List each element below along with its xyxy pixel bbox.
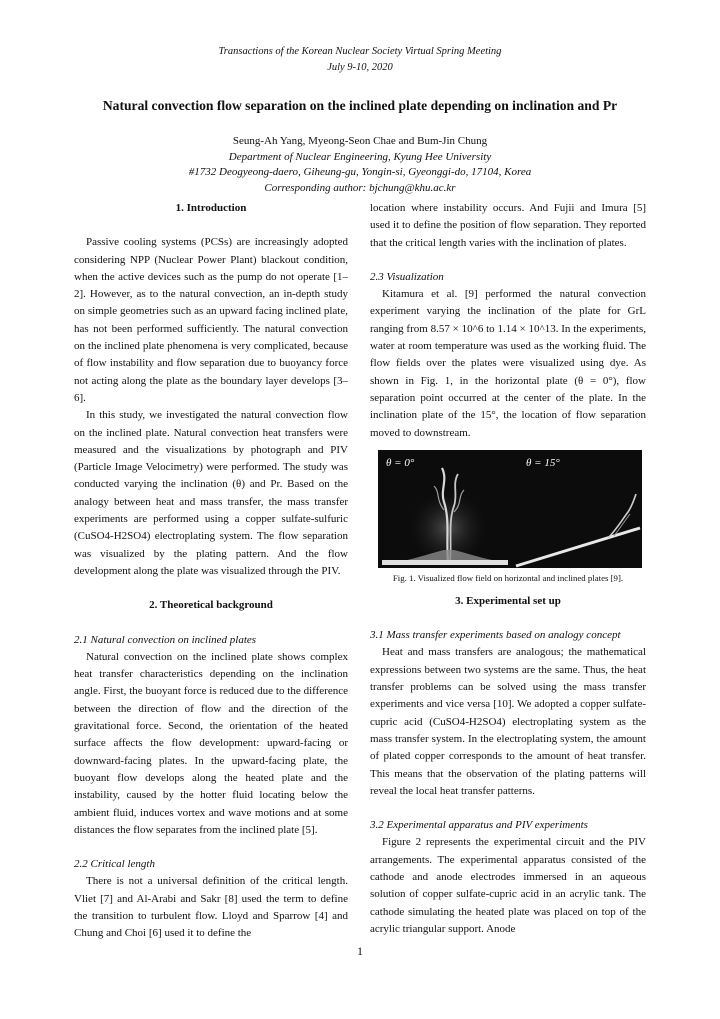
paragraph-intro-1: Passive cooling systems (PCSs) are increasingly adopted considering NPP (Nuclear Power Plant) blackout condition, when the active devices such as the pump do not operate [1–2]. However, as to the natural convection, an in-depth study on simple geometries such as an upward facing inclined plate, has not been performed sufficiently. The natural convection on the inclined plate phenomena is very complicated, because of flow instability and flow separation due to buoyancy force not acting along the plate as the boundary layer develops [3–6]. xyxy=(74,236,348,404)
conference-name: Transactions of the Korean Nuclear Society Virtual Spring Meeting xyxy=(218,46,502,57)
page-number: 1 xyxy=(357,944,363,958)
flow-visualization-graphic xyxy=(378,450,642,568)
left-column xyxy=(74,200,348,943)
subsection-heading-3-1: 3.1 Mass transfer experiments based on analogy concept xyxy=(370,629,621,642)
section-heading-introduction: 1. Introduction xyxy=(175,202,247,214)
right-column xyxy=(370,200,646,938)
section-heading-theory: 2. Theoretical background xyxy=(149,599,273,612)
address: #1732 Deogyeong-daero, Giheung-gu, Yongin-si, Gyeonggi-do, 17104, Korea xyxy=(188,166,532,178)
section-heading-experimental: 3. Experimental set up xyxy=(455,594,561,607)
subsection-heading-2-3: 2.3 Visualization xyxy=(370,270,444,283)
figure-1-caption: Fig. 1. Visualized flow field on horizontal and inclined plates [9]. xyxy=(392,572,624,583)
paragraph-intro-2: In this study, we investigated the natural convection flow on the inclined plate. Natural convection heat transfers were measured and the visualizations by photograph and PIV (Particle Image Velocimetry) were performed. The study was conducted varying the inclination (θ) and Pr. Based on the analogy between heat and mass transfer, the mass transfer experiments are performed using a copper sulfate-sulfuric (CuSO4-H2SO4) electroplating system. The flow separation was visualized by the plating pattern. And the flow development along the plate was visualized through the PIV. xyxy=(74,409,348,577)
paragraph-analogy: Heat and mass transfers are analogous; the mathematical expressions between two systems are the same. Thus, the heat transfer problems can be solved using the mass transfer experiments and vice versa [10]. We adopted a copper sulfate-cupric acid (CuSO4-H2SO4) electroplating system as the mass transfer system. In the electroplating system, the amount of plated copper corresponds to the amount of heat transfer. This means that the observation of the plating patterns will reveal the local heat transfer patterns. xyxy=(370,646,646,797)
paragraph-critical-length-cont: location where instability occurs. And Fujii and Imura [5] used it to define the position of flow separation. They reported that the critical length varies with the inclination of plates. xyxy=(370,202,646,249)
subsection-heading-2-1: 2.1 Natural convection on inclined plates xyxy=(74,633,257,646)
paragraph-critical-length: There is not a universal definition of the critical length. Vliet [7] and Al-Arabi and Sakr [8] used the term to define the transition to turbulent flow. Lloyd and Sparrow [4] and Chung and Choi [6] used it to define the xyxy=(74,875,348,940)
conference-header xyxy=(0,44,720,76)
corresponding-author: Corresponding author: bjchung@khu.ac.kr xyxy=(264,181,456,194)
paragraph-theory-1: Natural convection on the inclined plate shows complex heat transfer characteristics depending on the inclination angle. First, the buoyant force is reduced due to the difference between the direction of flow and the direction of the gravitational force. Second, the orientation of the heated surface affects the flow development: upward-facing or downward-facing plates. In the upward-facing plate, the buoyant flow develops along the heated plate and the instability, caused by the hotter fluid locating below the ambient fluid, induces vortex and wave motions and at some distances the flow separates from the inclined plate [5]. xyxy=(74,650,348,836)
conference-date: July 9-10, 2020 xyxy=(327,62,393,73)
paragraph-apparatus: Figure 2 represents the experimental circuit and the PIV arrangements. The experimental apparatus consisted of the cathode and anode electrodes immersed in an aqueous solution of copper sulfate-cupric acid in an acrylic tank. The cathode simulating the heated plate was placed on top of the acrylic triangular support. Anode xyxy=(370,836,646,935)
figure-label-15-degree: θ = 15° xyxy=(526,456,560,469)
author-names: Seung-Ah Yang, Myeong-Seon Chae and Bum-Jin Chung xyxy=(232,135,488,147)
subsection-heading-2-2: 2.2 Critical length xyxy=(74,858,155,871)
figure-label-0-degree: θ = 0° xyxy=(386,456,415,469)
subsection-heading-3-2: 3.2 Experimental apparatus and PIV experiments xyxy=(370,819,588,832)
figure-1-image xyxy=(378,450,642,568)
paper-title: Natural convection flow separation on the inclined plate depending on inclination and Pr xyxy=(102,98,618,113)
author-block xyxy=(0,134,720,196)
department: Department of Nuclear Engineering, Kyung Hee University xyxy=(228,150,492,163)
paragraph-visualization: Kitamura et al. [9] performed the natural convection experiment varying the inclination of the plate for GrL ranging from 8.57 × 10^6 to 1.14 × 10^13. In the experiments, water at room temperature was used as the working fluid. The flow fields over the plates were visualized using dye. As shown in Fig. 1, in the horizontal plate (θ = 0°), flow separation point occurred at the center of the plate. In the inclination plate of the 15°, the location of flow separation moved to downstream. xyxy=(370,288,646,439)
